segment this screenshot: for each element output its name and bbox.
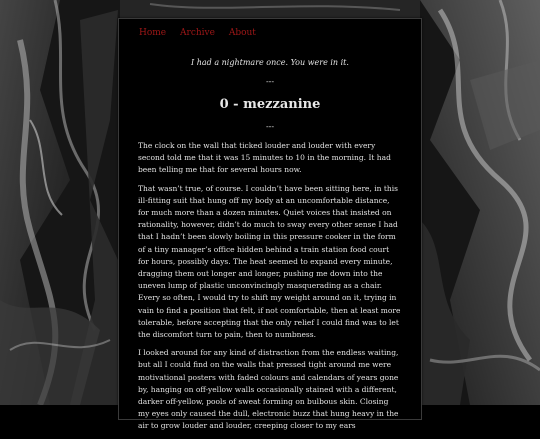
nav-about-link[interactable]: About	[228, 28, 256, 38]
top-nav	[139, 27, 267, 39]
content-panel	[118, 18, 422, 431]
post-body	[138, 140, 402, 439]
site-tagline: I had a nightmare once. You were in it.	[191, 58, 349, 67]
post-paragraph: I looked around for any kind of distraction from the endless waiting, but all I could find on the walls that pressed tight around me were motivational posters with faded colours and calendars of years gone by, hanging on off-yellow walls occasionally stained with a different, darker off-yellow, pools of sweat forming on bulbous skin. Closing my eyes only caused the dull, electronic buzz that hung heavy in the air to grow louder and louder, creeping closer to my ears	[138, 348, 399, 431]
post-paragraph: The clock on the wall that ticked louder and louder with every second told me that it was 15 minutes to 10 in the morning. It had been telling me that for several hours now.	[138, 141, 391, 175]
post-separator: ---	[265, 122, 275, 131]
nav-archive-link[interactable]: Archive	[180, 28, 215, 38]
nav-home-link[interactable]: Home	[139, 28, 167, 38]
header-separator: ---	[265, 77, 275, 86]
post-title: 0 - mezzanine	[219, 97, 321, 112]
post-paragraph: That wasn’t true, of course. I couldn’t have been sitting here, in this ill-fitting suit that hung off my body at an uncomfortable distance, for much more than a dozen minutes. Quiet voices that insisted on rationality, however, didn’t do much to sway every other sense I had that I hadn’t been slowly boiling in this pressure cooker in the form of a tiny manager’s office hidden behind a train station food court for hours, possibly days. The heat seemed to expand every minute, dragging them out longer and longer, pushing me down into the uneven lump of plastic unconvincingly masquerading as a chair. Every so often, I would try to shift my weight around on it, trying in vain to find a position that felt, if not comfortable, then at least more tolerable, before accepting that the only relief I could find was to let the discomfort turn to pain, then to numbness.	[138, 183, 401, 340]
